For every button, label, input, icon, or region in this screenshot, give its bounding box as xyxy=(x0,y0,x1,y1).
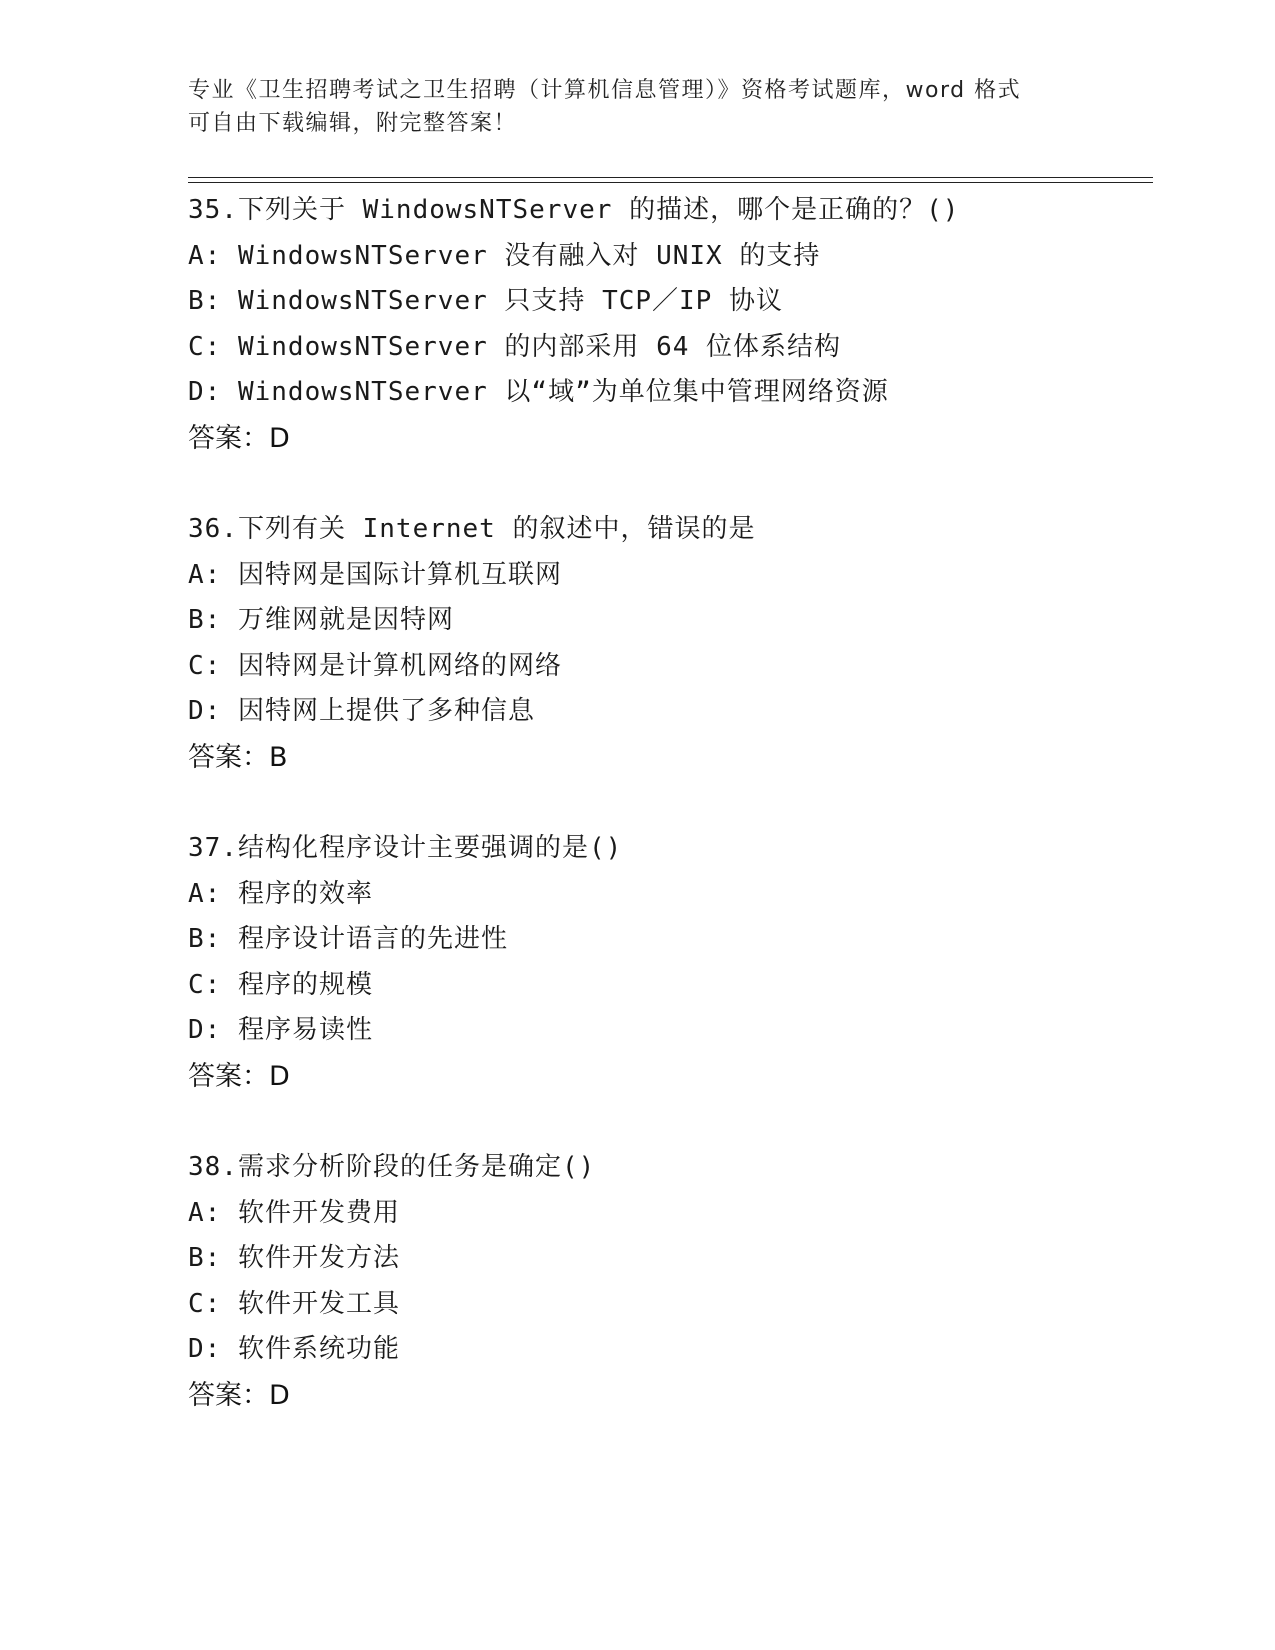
answer-label: 答案：D xyxy=(188,422,290,454)
option-b: B: 软件开发方法 xyxy=(188,1243,400,1273)
question-36 xyxy=(188,507,1153,780)
question-stem: 35.下列关于 WindowsNTServer 的描述，哪个是正确的？() xyxy=(188,195,960,225)
question-stem: 37.结构化程序设计主要强调的是() xyxy=(188,833,623,863)
option-a: A: WindowsNTServer 没有融入对 UNIX 的支持 xyxy=(188,240,821,271)
option-a: A: 因特网是国际计算机互联网 xyxy=(188,559,562,590)
question-list xyxy=(188,188,1153,1418)
option-b: B: 程序设计语言的先进性 xyxy=(188,924,508,954)
option-a: A: 程序的效率 xyxy=(188,878,373,909)
option-c: C: 程序的规模 xyxy=(188,969,373,1000)
option-d: D: 因特网上提供了多种信息 xyxy=(188,696,535,726)
option-a: A: 软件开发费用 xyxy=(188,1197,400,1228)
option-c: C: 因特网是计算机网络的网络 xyxy=(188,650,562,681)
answer-label: 答案：D xyxy=(188,1379,290,1411)
answer-label: 答案：D xyxy=(188,1060,290,1092)
option-d: D: 程序易读性 xyxy=(188,1015,373,1045)
option-b: B: 万维网就是因特网 xyxy=(188,605,454,635)
answer-label: 答案：B xyxy=(188,741,288,773)
option-d: D: WindowsNTServer 以“域”为单位集中管理网络资源 xyxy=(188,377,889,407)
header-line-2: 可自由下载编辑，附完整答案！ xyxy=(188,111,518,136)
question-35 xyxy=(188,188,1153,461)
document-header xyxy=(188,74,1088,140)
option-c: C: WindowsNTServer 的内部采用 64 位体系结构 xyxy=(188,331,842,362)
option-c: C: 软件开发工具 xyxy=(188,1288,400,1319)
question-37 xyxy=(188,826,1153,1099)
header-divider-top xyxy=(188,177,1153,178)
question-spacer xyxy=(188,780,1153,826)
question-stem: 36.下列有关 Internet 的叙述中，错误的是 xyxy=(188,514,756,544)
question-spacer xyxy=(188,1099,1153,1145)
question-38 xyxy=(188,1145,1153,1418)
question-spacer xyxy=(188,461,1153,507)
header-line-1: 专业《卫生招聘考试之卫生招聘（计算机信息管理）》资格考试题库，word 格式 xyxy=(188,78,1022,103)
header-divider-bottom xyxy=(188,182,1153,183)
option-d: D: 软件系统功能 xyxy=(188,1334,400,1364)
question-stem: 38.需求分析阶段的任务是确定() xyxy=(188,1152,596,1182)
option-b: B: WindowsNTServer 只支持 TCP／IP 协议 xyxy=(188,286,783,316)
